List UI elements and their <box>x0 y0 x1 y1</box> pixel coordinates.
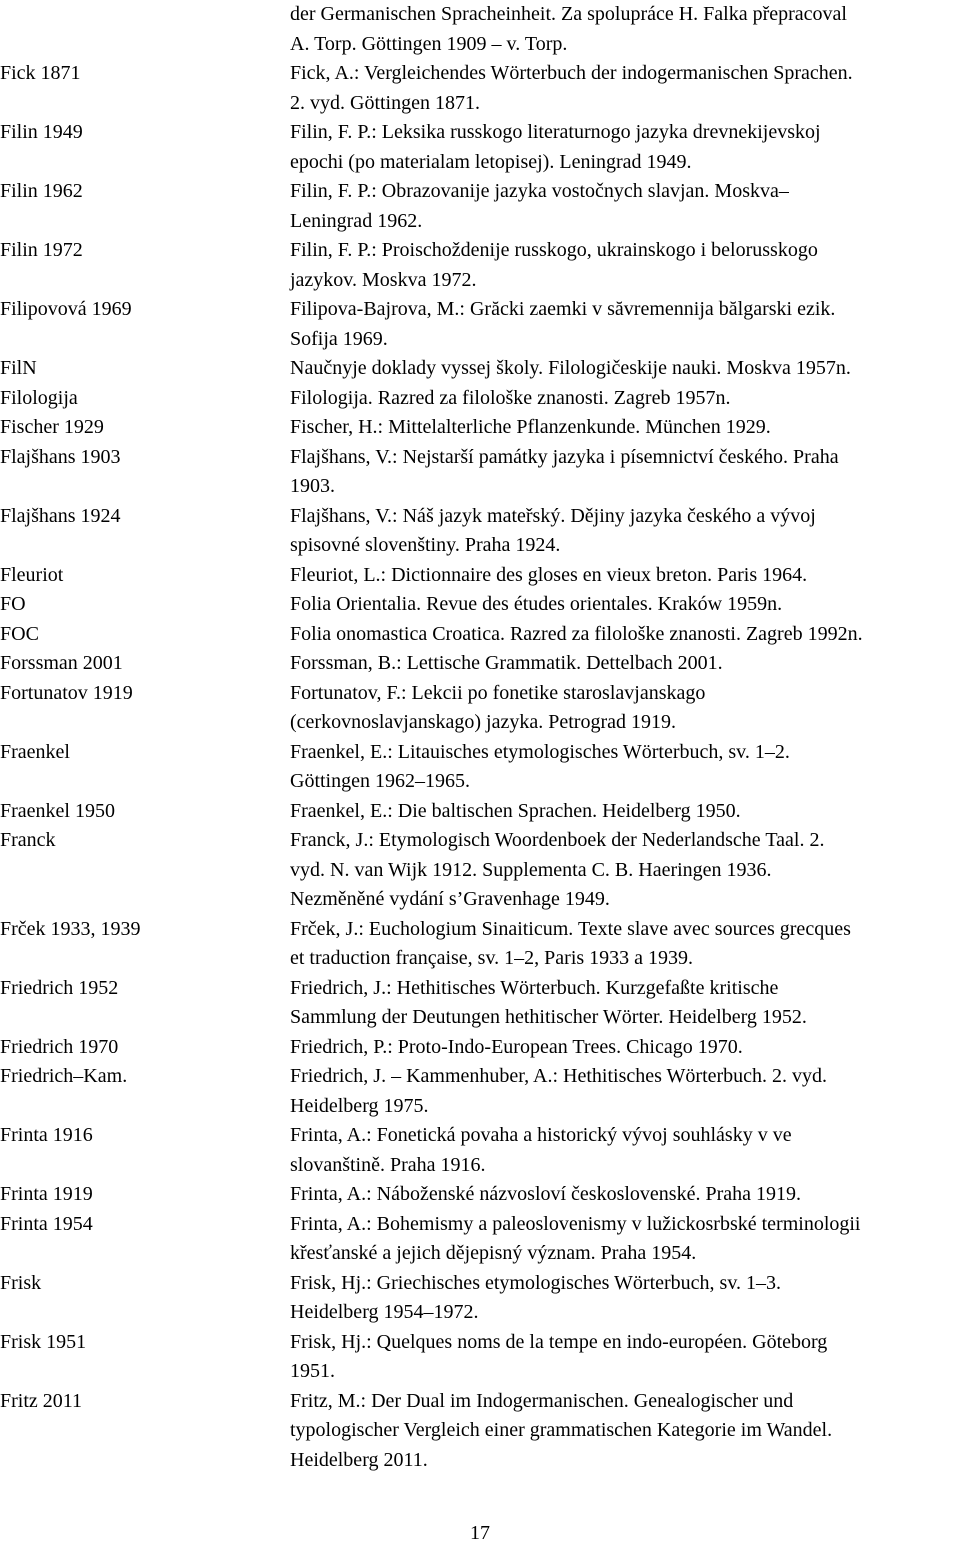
entry-abbreviation: FilN <box>0 357 37 379</box>
bibliography-entry <box>0 502 960 561</box>
entry-reference-text: Folia onomastica Croatica. Razred za filološke znanosti. Zagreb 1992n. <box>290 622 863 645</box>
bibliography-entry <box>0 354 960 384</box>
bibliography-entry <box>0 413 960 443</box>
entry-reference-text: Frisk, Hj.: Griechisches etymologisches Wörterbuch, sv. 1–3. <box>290 1271 782 1294</box>
entry-line <box>0 0 960 30</box>
entry-abbreviation: Filipovová 1969 <box>0 298 132 320</box>
entry-line <box>0 413 960 443</box>
entry-reference-text: 2. vyd. Göttingen 1871. <box>290 91 480 114</box>
entry-abbreviation: Fortunatov 1919 <box>0 681 133 704</box>
entry-line <box>0 295 960 325</box>
entry-line <box>0 1062 960 1092</box>
entry-line <box>0 502 960 532</box>
entry-reference-text: Heidelberg 1975. <box>290 1094 429 1117</box>
entry-abbreviation: Flajšhans 1924 <box>0 504 121 527</box>
entry-line <box>0 1003 960 1033</box>
entry-line <box>0 738 960 768</box>
entry-reference-text: spisovné slovenštiny. Praha 1924. <box>290 534 561 556</box>
entry-abbreviation: Flajšhans 1903 <box>0 445 121 468</box>
entry-reference-text: Fraenkel, E.: Litauisches etymologisches Wörterbuch, sv. 1–2. <box>290 740 790 763</box>
entry-line <box>0 1239 960 1269</box>
entry-line <box>0 708 960 738</box>
entry-reference-text: 1951. <box>290 1360 335 1382</box>
entry-line <box>0 1180 960 1210</box>
entry-line <box>0 89 960 119</box>
entry-reference-text: A. Torp. Göttingen 1909 – v. Torp. <box>290 32 568 55</box>
entry-reference-text: křesťanské a jejich dějepisný význam. Praha 1954. <box>290 1242 697 1264</box>
entry-reference-text: Fraenkel, E.: Die baltischen Sprachen. Heidelberg 1950. <box>290 799 741 822</box>
bibliography-entry <box>0 679 960 738</box>
entry-reference-text: typologischer Vergleich einer grammatischen Kategorie im Wandel. <box>290 1419 833 1441</box>
entry-reference-text: Naučnyje doklady vyssej školy. Filologičeskije nauki. Moskva 1957n. <box>290 357 851 379</box>
entry-reference-text: Fortunatov, F.: Lekcii po fonetike staroslavjanskago <box>290 681 706 704</box>
entry-line <box>0 148 960 178</box>
entry-reference-text: epochi (po materialam letopisej). Leningrad 1949. <box>290 150 692 173</box>
bibliography-entry <box>0 1180 960 1210</box>
entry-reference-text: Fick, A.: Vergleichendes Wörterbuch der indogermanischen Sprachen. <box>290 62 853 84</box>
entry-line <box>0 1151 960 1181</box>
entry-abbreviation: Frinta 1919 <box>0 1183 93 1205</box>
entry-line <box>0 797 960 827</box>
entry-abbreviation: Frinta 1916 <box>0 1124 93 1146</box>
entry-line <box>0 1121 960 1151</box>
entry-reference-text: et traduction française, sv. 1–2, Paris 1933 a 1939. <box>290 947 694 969</box>
entry-abbreviation: FO <box>0 593 26 615</box>
entry-reference-text: Franck, J.: Etymologisch Woordenboek der Nederlandsche Taal. 2. <box>290 829 825 851</box>
bibliography-entry <box>0 295 960 354</box>
entry-reference-text: (cerkovnoslavjanskago) jazyka. Petrograd 1919. <box>290 711 676 733</box>
entry-abbreviation: Filologija <box>0 386 78 409</box>
entry-reference-text: jazykov. Moskva 1972. <box>290 268 477 291</box>
entry-line <box>0 856 960 886</box>
entry-line <box>0 590 960 620</box>
bibliography-entry <box>0 384 960 414</box>
entry-line <box>0 1328 960 1358</box>
bibliography-entry <box>0 620 960 650</box>
entry-line <box>0 325 960 355</box>
entry-reference-text: Fleuriot, L.: Dictionnaire des gloses en vieux breton. Paris 1964. <box>290 563 808 586</box>
entry-line <box>0 885 960 915</box>
bibliography-entry <box>0 118 960 177</box>
entry-reference-text: Fischer, H.: Mittelalterliche Pflanzenkunde. München 1929. <box>290 416 771 438</box>
entry-line <box>0 177 960 207</box>
entry-abbreviation: Filin 1972 <box>0 239 83 261</box>
entry-line <box>0 620 960 650</box>
entry-reference-text: Heidelberg 2011. <box>290 1448 428 1471</box>
bibliography-entry <box>0 590 960 620</box>
bibliography-entry <box>0 236 960 295</box>
entry-reference-text: Sofija 1969. <box>290 327 388 350</box>
entry-line <box>0 944 960 974</box>
entry-line <box>0 1210 960 1240</box>
entry-line <box>0 1033 960 1063</box>
bibliography-entry <box>0 0 960 59</box>
entry-abbreviation: Filin 1962 <box>0 180 83 202</box>
bibliography-entry <box>0 915 960 974</box>
entry-abbreviation: Fleuriot <box>0 563 64 586</box>
entry-line <box>0 384 960 414</box>
entry-reference-text: 1903. <box>290 475 335 497</box>
entry-line <box>0 1446 960 1476</box>
entry-abbreviation: Friedrich–Kam. <box>0 1065 128 1087</box>
entry-line <box>0 472 960 502</box>
entry-abbreviation: Franck <box>0 829 56 851</box>
entry-reference-text: Frinta, A.: Fonetická povaha a historický vývoj souhlásky v ve <box>290 1124 792 1146</box>
entry-reference-text: der Germanischen Spracheinheit. Za spolupráce H. Falka přepracoval <box>290 3 847 25</box>
entry-line <box>0 679 960 709</box>
entry-reference-text: Heidelberg 1954–1972. <box>290 1301 479 1323</box>
bibliography-entry <box>0 1269 960 1328</box>
entry-line <box>0 1357 960 1387</box>
bibliography-entry <box>0 1387 960 1476</box>
entry-reference-text: Fritz, M.: Der Dual im Indogermanischen. Genealogischer und <box>290 1389 794 1412</box>
entry-line <box>0 649 960 679</box>
entry-line <box>0 974 960 1004</box>
entry-reference-text: Sammlung der Deutungen hethitischer Wörter. Heidelberg 1952. <box>290 1006 807 1028</box>
entry-reference-text: Filin, F. P.: Obrazovanije jazyka vostočnych slavjan. Moskva– <box>290 180 789 202</box>
entry-reference-text: Filologija. Razred za filološke znanosti. Zagreb 1957n. <box>290 386 731 409</box>
entry-line <box>0 1387 960 1417</box>
entry-abbreviation <box>0 0 290 30</box>
entry-line <box>0 826 960 856</box>
entry-abbreviation: Fraenkel <box>0 740 70 763</box>
bibliography-entry <box>0 797 960 827</box>
entry-line <box>0 266 960 296</box>
entry-reference-text: Friedrich, P.: Proto-Indo-European Trees. Chicago 1970. <box>290 1035 743 1058</box>
entry-abbreviation: Frisk <box>0 1271 42 1294</box>
bibliography-entry <box>0 1062 960 1121</box>
bibliography-entry <box>0 1033 960 1063</box>
entry-line <box>0 354 960 384</box>
entry-line <box>0 531 960 561</box>
entry-abbreviation: Fraenkel 1950 <box>0 799 115 822</box>
entry-reference-text: vyd. N. van Wijk 1912. Supplementa C. B. Haeringen 1936. <box>290 858 772 881</box>
bibliography-entry <box>0 59 960 118</box>
entry-abbreviation: Friedrich 1970 <box>0 1035 119 1058</box>
entry-reference-text: Folia Orientalia. Revue des études orientales. Kraków 1959n. <box>290 593 783 615</box>
entry-line <box>0 915 960 945</box>
bibliography-entry <box>0 561 960 591</box>
entry-reference-text: slovanštině. Praha 1916. <box>290 1153 486 1176</box>
entry-reference-text: Frinta, A.: Náboženské názvosloví československé. Praha 1919. <box>290 1183 802 1205</box>
entry-abbreviation: Friedrich 1952 <box>0 976 119 999</box>
entry-line <box>0 1092 960 1122</box>
entry-line <box>0 1298 960 1328</box>
entry-line <box>0 767 960 797</box>
entry-abbreviation: Fritz 2011 <box>0 1389 83 1412</box>
bibliography-entry <box>0 1210 960 1269</box>
entry-abbreviation: Frinta 1954 <box>0 1212 93 1235</box>
entry-abbreviation: Frisk 1951 <box>0 1330 87 1353</box>
entry-abbreviation: Forssman 2001 <box>0 652 123 674</box>
entry-reference-text: Leningrad 1962. <box>290 209 423 232</box>
entry-line <box>0 561 960 591</box>
entry-reference-text: Frček, J.: Euchologium Sinaiticum. Texte slave avec sources grecques <box>290 917 851 940</box>
entry-reference-text: Göttingen 1962–1965. <box>290 770 470 792</box>
bibliography-entry <box>0 1328 960 1387</box>
page-number: 17 <box>470 1522 490 1544</box>
entry-reference-text: Nezměněné vydání s’Gravenhage 1949. <box>290 888 610 910</box>
entry-reference-text: Friedrich, J.: Hethitisches Wörterbuch. Kurzgefaßte kritische <box>290 976 779 999</box>
entry-abbreviation: Fischer 1929 <box>0 416 104 438</box>
entry-reference-text: Flajšhans, V.: Náš jazyk mateřský. Dějiny jazyka českého a vývoj <box>290 504 816 527</box>
entry-abbreviation: Fick 1871 <box>0 62 81 84</box>
entry-reference-text: Filin, F. P.: Proischoždenije russkogo, ukrainskogo i belorusskogo <box>290 239 818 261</box>
entry-reference-text: Flajšhans, V.: Nejstarší památky jazyka i písemnictví českého. Praha <box>290 445 839 468</box>
entry-line <box>0 118 960 148</box>
entry-line <box>0 1269 960 1299</box>
entry-line <box>0 30 960 60</box>
entry-line <box>0 207 960 237</box>
entry-reference-text: Friedrich, J. – Kammenhuber, A.: Hethitisches Wörterbuch. 2. vyd. <box>290 1065 828 1087</box>
bibliography-entry <box>0 974 960 1033</box>
entry-reference-text: Frisk, Hj.: Quelques noms de la tempe en indo-européen. Göteborg <box>290 1330 828 1353</box>
entry-reference-text: Forssman, B.: Lettische Grammatik. Dettelbach 2001. <box>290 652 723 674</box>
bibliography-entry <box>0 1121 960 1180</box>
entry-abbreviation: Filin 1949 <box>0 121 83 143</box>
entry-line <box>0 1416 960 1446</box>
entry-reference-text: Frinta, A.: Bohemismy a paleoslovenismy v lužickosrbské terminologii <box>290 1212 861 1235</box>
bibliography-entry <box>0 649 960 679</box>
bibliography-entry <box>0 826 960 915</box>
entry-reference-text: Filipova-Bajrova, M.: Grăcki zaemki v săvremennija bălgarski ezik. <box>290 298 836 320</box>
entry-line <box>0 59 960 89</box>
entry-line <box>0 443 960 473</box>
bibliography-entry <box>0 177 960 236</box>
bibliography-entry <box>0 443 960 502</box>
entry-reference-text: Filin, F. P.: Leksika russkogo literaturnogo jazyka drevnekijevskoj <box>290 121 821 143</box>
bibliography-entry <box>0 738 960 797</box>
entry-line <box>0 236 960 266</box>
entry-abbreviation: Frček 1933, 1939 <box>0 917 141 940</box>
entry-abbreviation: FOC <box>0 622 39 645</box>
